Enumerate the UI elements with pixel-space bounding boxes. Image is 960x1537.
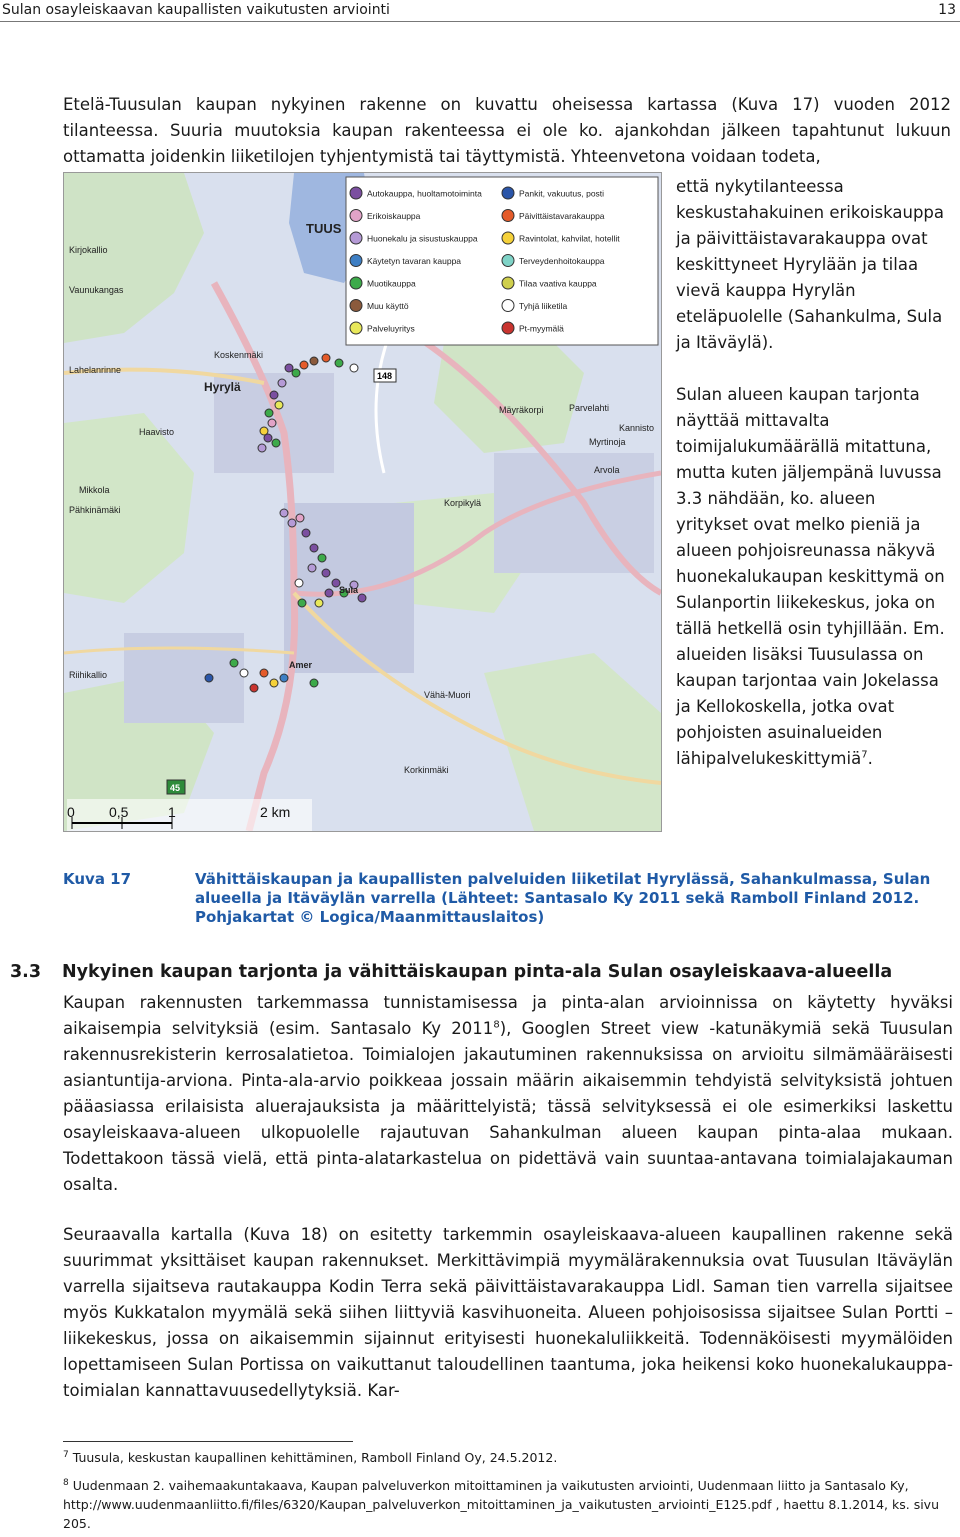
right-paragraph-2: Sulan alueen kaupan tarjonta näyttää mittavalta toimijalukumäärällä mitattuna, mutta kuten jäljempänä luvussa 3.3 nähdään, ko. alueen yritykset ovat melko pieniä ja alueen pohjoisreunassa näkyvä huonekalukaupan keskittymä on Sulanportin liikekeskus, joka on tällä hetkellä osin tyhjillään. Em. alueiden lisäksi Tuusulassa on kaupan tarjontaa vain Jokelassa ja Kellokoskella, jotka ovat pohjoisten asuinalueiden lähipalvelukeskittymiä$^7$. bbox=[676, 385, 945, 768]
running-header bbox=[0, 0, 960, 20]
legend-label: Palveluyritys bbox=[367, 323, 415, 334]
legend-swatch bbox=[502, 187, 514, 199]
footnote-7: $^7$ Tuusula, keskustan kaupallinen kehittäminen, Ramboll Finland Oy, 24.5.2012. bbox=[63, 1449, 558, 1465]
place-label-tuus: TUUS bbox=[306, 221, 342, 236]
place-label-mikkola: Mikkola bbox=[79, 485, 110, 495]
section-paragraph-1: Kaupan rakennusten tarkemmassa tunnistamisessa ja pinta-alan arvioinnissa on käytetty hyväksi aikaisempia selvityksiä (esim. Santasalo Ky 2011$^8$), Googlen Street view -katunäkymiä sekä Tuusulan rakennusrekisterin kerrosalatietoa. Toimialojen jakautuminen rakennuksissa on arvioitu silmämääräisesti asiantuntija-arviona. Pinta-ala-arvio poikkeaa jossain määrin aikaisemmin tehdyistä selvityksistä johtuen pääasiassa erilaisista aluerajauksista ja määrittelyistä; tässä selvityksessä ei ole esimerkiksi laskettu osayleiskaava-alueen ulkopuolelle rajautuvan Sahankulman alueen kaupan pinta-alaa mukaan. Todettakoon tässä vielä, että pinta-alatarkastelua on pidettävä vain suuntaa-antavana toimialajakauman osalta. bbox=[63, 993, 953, 1194]
intro-paragraph: Etelä-Tuusulan kaupan nykyinen rakenne on kuvattu oheisessa kartassa (Kuva 17) vuoden 2012 tilanteessa. Suuria muutoksia kaupan rakenteessa ei ole ko. ajankohdan jälkeen tapahtunut lukuun ottamatta joidenkin liiketilojen tyhjentymistä tai täyttymistä. Yhteenvetona voidaan todeta, bbox=[63, 95, 951, 166]
scale-label-1: 1 bbox=[168, 804, 176, 820]
figure-caption-text: Vähittäiskaupan ja kaupallisten palveluiden liiketilat Hyrylässä, Sahankulmassa, Sulan alueella ja Itäväylän varrella (Lähteet: Santasalo Ky 2011 sekä Ramboll Finland 2012. Pohjakartat © Logica/Maanmittauslaitos) bbox=[195, 870, 931, 926]
footnote-ref-7[interactable]: 7 bbox=[861, 749, 868, 761]
legend-swatch bbox=[502, 277, 514, 289]
legend-label: Huonekalu ja sisustuskauppa bbox=[367, 233, 478, 244]
legend-label: Erikoiskauppa bbox=[367, 211, 421, 221]
footnote-8: $^8$ Uudenmaan 2. vaihemaakuntakaava, Kaupan palveluverkon mitoittaminen ja vaikutusten arviointi, Uudenmaan liitto ja Santasalo Ky, http://www.uudenmaanliitto.fi/files/6320/Kaupan_palveluverkon_mitoittaminen_ja_vaikutusten_arviointi_E125.pdf , haettu 8.1.2014, ks. sivu 205. bbox=[63, 1477, 940, 1531]
section-title: Nykyinen kaupan tarjonta ja vähittäiskaupan pinta-ala Sulan osayleiskaava-alueella bbox=[62, 962, 893, 982]
legend-label: Autokauppa, huoltamotoiminta bbox=[367, 188, 482, 199]
legend-swatch bbox=[502, 300, 514, 312]
map-figure bbox=[63, 172, 662, 832]
figure-caption-label: Kuva 17 bbox=[63, 870, 132, 888]
section-heading bbox=[10, 962, 892, 982]
legend-swatch bbox=[502, 210, 514, 222]
road-45: 45 bbox=[170, 783, 181, 793]
header-rule bbox=[0, 21, 960, 22]
legend-swatch bbox=[350, 277, 362, 289]
scale-label-2km: 2 km bbox=[260, 804, 291, 820]
page-number: 13 bbox=[938, 2, 956, 18]
legend-label: Päivittäistavarakauppa bbox=[519, 211, 605, 221]
map-legend bbox=[346, 177, 658, 345]
road-148: 148 bbox=[377, 371, 393, 381]
scale-label-05: 0,5 bbox=[109, 804, 129, 820]
place-label-korkinmaki: Korkinmäki bbox=[404, 765, 449, 775]
legend-label: Pt-myymälä bbox=[519, 323, 564, 334]
header-title: Sulan osayleiskaavan kaupallisten vaikutusten arviointi bbox=[2, 2, 390, 18]
legend-swatch bbox=[350, 322, 362, 334]
place-label-haavisto: Haavisto bbox=[139, 427, 175, 437]
legend-swatch bbox=[350, 187, 362, 199]
place-label-kannisto: Kannisto bbox=[619, 423, 655, 433]
place-label-koskenmaki: Koskenmäki bbox=[214, 350, 264, 360]
legend-swatch bbox=[350, 232, 362, 244]
scale-bar bbox=[67, 799, 312, 831]
place-label-hyryla: Hyrylä bbox=[204, 380, 241, 394]
place-label-kirjokallio: Kirjokallio bbox=[69, 245, 108, 255]
place-label-lahelanrinne: Lahelanrinne bbox=[69, 365, 122, 375]
legend-label: Ravintolat, kahvilat, hotellit bbox=[519, 233, 620, 244]
legend-label: Tyhjä liiketila bbox=[519, 301, 568, 311]
place-label-sula: Sula bbox=[339, 585, 359, 595]
legend-label: Käytetyn tavaran kauppa bbox=[367, 256, 462, 266]
place-label-arvola: Arvola bbox=[594, 465, 620, 475]
place-label-myrtinoja: Myrtinoja bbox=[589, 437, 626, 447]
place-label-mayrakorpi: Mäyräkorpi bbox=[499, 405, 544, 415]
legend-swatch bbox=[502, 232, 514, 244]
legend-swatch bbox=[350, 300, 362, 312]
legend-label: Pankit, vakuutus, posti bbox=[519, 188, 605, 199]
legend-swatch bbox=[350, 210, 362, 222]
legend-label: Tilaa vaativa kauppa bbox=[519, 278, 597, 289]
section-paragraph-2: Seuraavalla kartalla (Kuva 18) on esitetty tarkemmin osayleiskaava-alueen kaupallinen rakenne sekä suurimmat yksittäiset kaupan rakennukset. Merkittävimpiä myymälärakennuksia ovat Tuusulan Itäväylän varrella sijaitseva rautakauppa Kodin Terra sekä päivittäistavarakauppa Lidl. Saman tien varrella sijaitsee myös Kukkatalon myymälä sekä siihen liittyviä kasvihuoneita. Alueen pohjoisosissa sijaitsee Sulan Portti –liikekeskus, jossa on aikaisemmin sijainnut erityisesti huonekaluliikkeitä. Todennäköisesti myymälöiden lopettamiseen Sulan Portissa on vaikuttanut taloudellinen taantuma, joka heikensi koko huonekalukauppa-toimialan kannattavuusedellytyksiä. Kar- bbox=[63, 1225, 953, 1400]
legend-swatch bbox=[502, 322, 514, 334]
place-label-korpikyla: Korpikylä bbox=[444, 498, 482, 508]
place-label-amer: Amer bbox=[289, 660, 313, 670]
scale-label-0: 0 bbox=[67, 804, 75, 820]
place-label-vahamuori: Vähä-Muori bbox=[424, 690, 471, 700]
place-label-pahkinamaki: Pähkinämäki bbox=[69, 505, 121, 515]
legend-label: Muotikauppa bbox=[367, 278, 416, 289]
footnote-rule bbox=[63, 1441, 353, 1442]
place-label-riihikallio: Riihikallio bbox=[69, 670, 108, 680]
right-paragraph-1: että nykytilanteessa keskustahakuinen erikoiskauppa ja päivittäistavarakauppa ovat keskittyneet Hyrylään ja tilaa vievä kauppa Hyrylän eteläpuolelle (Sahankulma, Sula ja Itäväylä). bbox=[676, 177, 945, 352]
legend-label: Muu käyttö bbox=[367, 301, 409, 311]
map-svg bbox=[64, 173, 661, 831]
legend-label: Terveydenhoitokauppa bbox=[519, 256, 605, 266]
section-number: 3.3 bbox=[10, 962, 42, 982]
footnote-ref-8[interactable]: 8 bbox=[493, 1019, 500, 1031]
legend-swatch bbox=[350, 255, 362, 267]
place-label-parvelahti: Parvelahti bbox=[569, 403, 610, 413]
legend-swatch bbox=[502, 255, 514, 267]
place-label-vaunukangas: Vaunukangas bbox=[69, 285, 124, 295]
